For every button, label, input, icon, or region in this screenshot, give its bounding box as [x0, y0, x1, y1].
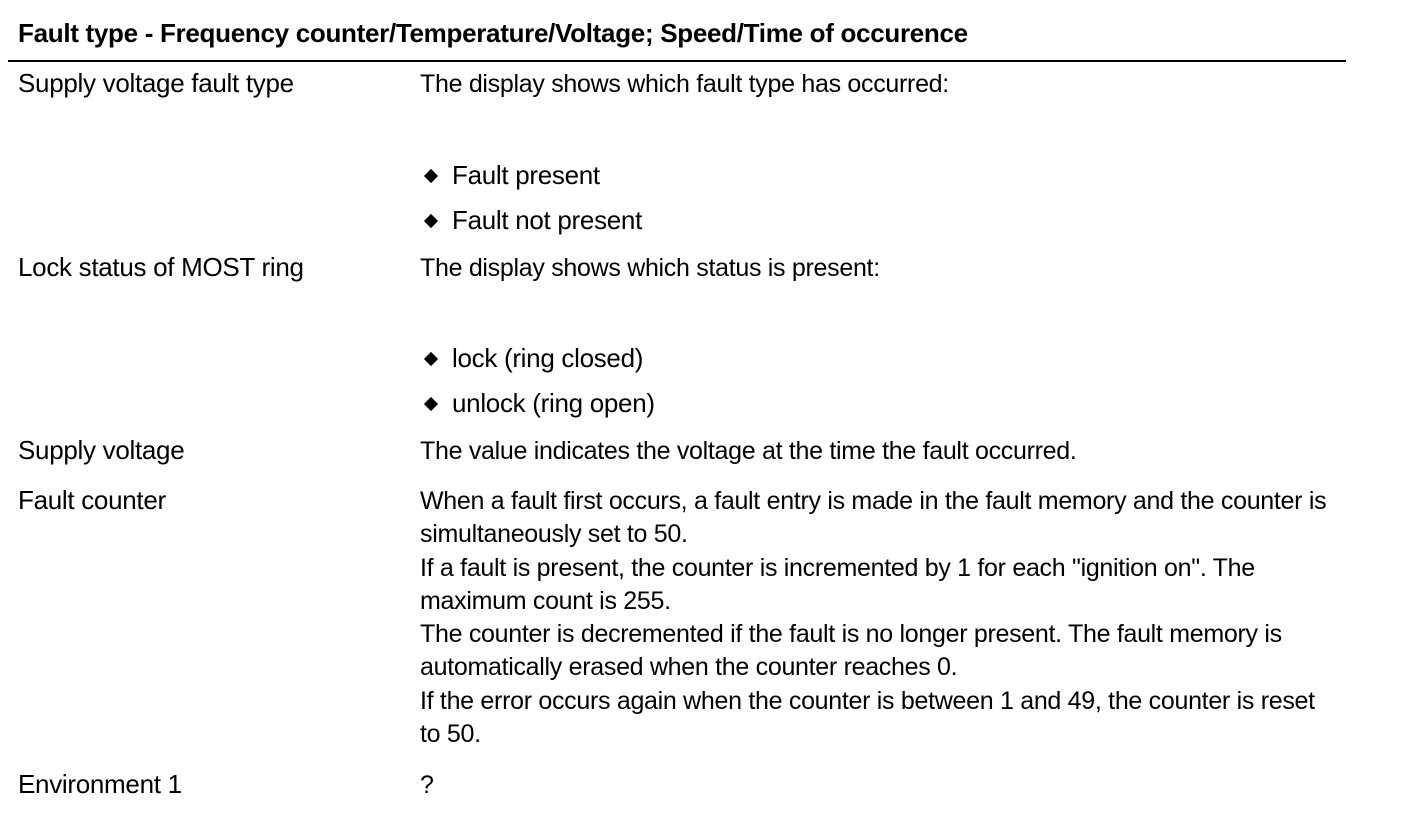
list-item-text: Fault present — [452, 160, 600, 190]
list-item-text: Fault not present — [452, 205, 643, 235]
diamond-bullet-icon — [424, 214, 438, 228]
diamond-bullet-icon — [424, 397, 438, 411]
bullet-list — [420, 158, 642, 248]
table-header-title: Fault type - Frequency counter/Temperature/Voltage; Speed/Time of occurence — [18, 18, 968, 48]
row-label: Environment 1 — [18, 769, 182, 799]
row-description — [420, 485, 1335, 751]
diamond-bullet-icon — [424, 169, 438, 183]
row-label: Lock status of MOST ring — [18, 252, 304, 282]
list-item — [420, 386, 655, 431]
row-label: Supply voltage fault type — [18, 68, 294, 98]
description-paragraph: If a fault is present, the counter is incremented by 1 for each "ignition on". The maximum count is 255. — [420, 553, 1255, 615]
description-paragraph: If the error occurs again when the counter is between 1 and 49, the counter is reset to 50. — [420, 686, 1315, 749]
row-description: The display shows which fault type has occurred: — [420, 70, 949, 98]
header-divider — [8, 60, 1346, 62]
description-paragraph: The counter is decremented if the fault is no longer present. The fault memory is automatically erased when the counter reaches 0. — [420, 620, 1282, 682]
row-description: The display shows which status is present: — [420, 254, 880, 282]
row-label: Supply voltage — [18, 435, 185, 465]
list-item-text: lock (ring closed) — [452, 343, 644, 373]
list-item — [420, 158, 642, 203]
description-paragraph: When a fault first occurs, a fault entry is made in the fault memory and the counter is simultaneously set to 50. — [420, 487, 1327, 549]
list-item — [420, 341, 655, 386]
diamond-bullet-icon — [424, 352, 438, 366]
row-label: Fault counter — [18, 485, 166, 515]
row-description: The value indicates the voltage at the time the fault occurred. — [420, 437, 1077, 465]
list-item-text: unlock (ring open) — [452, 388, 655, 418]
list-item — [420, 203, 642, 248]
row-description: ? — [420, 771, 434, 799]
bullet-list — [420, 341, 655, 431]
